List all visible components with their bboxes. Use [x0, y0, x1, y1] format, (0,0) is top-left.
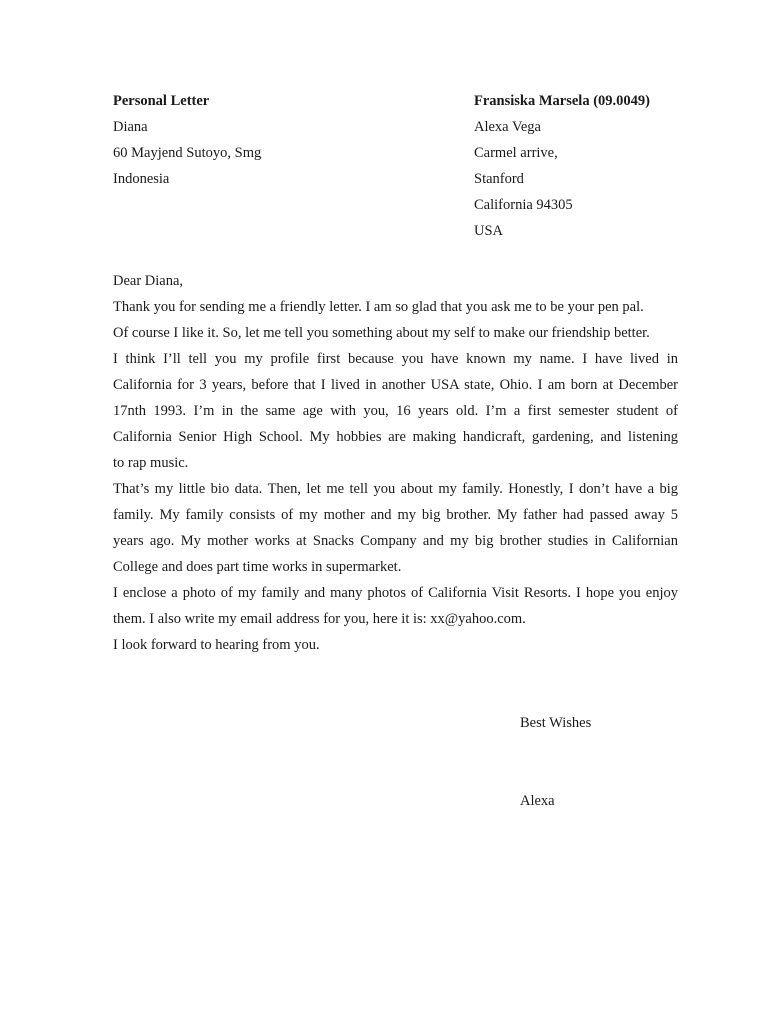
body-line: them. I also write my email address for you, here it is: xx@yahoo.com. — [113, 611, 526, 627]
letter-body — [113, 268, 678, 658]
recipient-address-block — [113, 88, 433, 192]
sender-street: Carmel arrive, — [474, 145, 558, 161]
recipient-street: 60 Mayjend Sutoyo, Smg — [113, 145, 262, 161]
body-line: years ago. My mother works at Snacks Company and my big brother studies in Californian — [113, 533, 678, 549]
author-name: Fransiska Marsela (09.0049) — [474, 93, 650, 109]
body-line: I look forward to hearing from you. — [113, 637, 320, 653]
body-line: That’s my little bio data. Then, let me tell you about my family. Honestly, I don’t have a big — [113, 481, 678, 497]
body-line: Thank you for sending me a friendly letter. I am so glad that you ask me to be your pen pal. — [113, 299, 644, 315]
recipient-name: Diana — [113, 119, 148, 135]
sender-address-block — [474, 88, 734, 244]
body-line: College and does part time works in supermarket. — [113, 559, 402, 575]
body-line: family. My family consists of my mother and my big brother. My father had passed away 5 — [113, 507, 678, 523]
sender-city: Stanford — [474, 171, 524, 187]
closing: Best Wishes — [520, 715, 592, 731]
document-title: Personal Letter — [113, 93, 210, 109]
body-line: Of course I like it. So, let me tell you something about my self to make our friendship better. — [113, 325, 650, 341]
sender-state-zip: California 94305 — [474, 197, 573, 213]
sender-name: Alexa Vega — [474, 119, 541, 135]
salutation: Dear Diana, — [113, 273, 184, 289]
body-line: 17nth 1993. I’m in the same age with you, 16 years old. I’m a first semester student of — [113, 403, 678, 419]
recipient-country: Indonesia — [113, 171, 170, 187]
body-line: California for 3 years, before that I lived in another USA state, Ohio. I am born at December — [113, 377, 678, 393]
signature: Alexa — [520, 793, 555, 809]
sender-country: USA — [474, 223, 504, 239]
body-line: I enclose a photo of my family and many photos of California Visit Resorts. I hope you enjoy — [113, 585, 678, 601]
body-line: to rap music. — [113, 455, 189, 471]
body-line: I think I’ll tell you my profile first because you have known my name. I have lived in — [113, 351, 678, 367]
body-line: California Senior High School. My hobbies are making handicraft, gardening, and listening — [113, 429, 678, 445]
